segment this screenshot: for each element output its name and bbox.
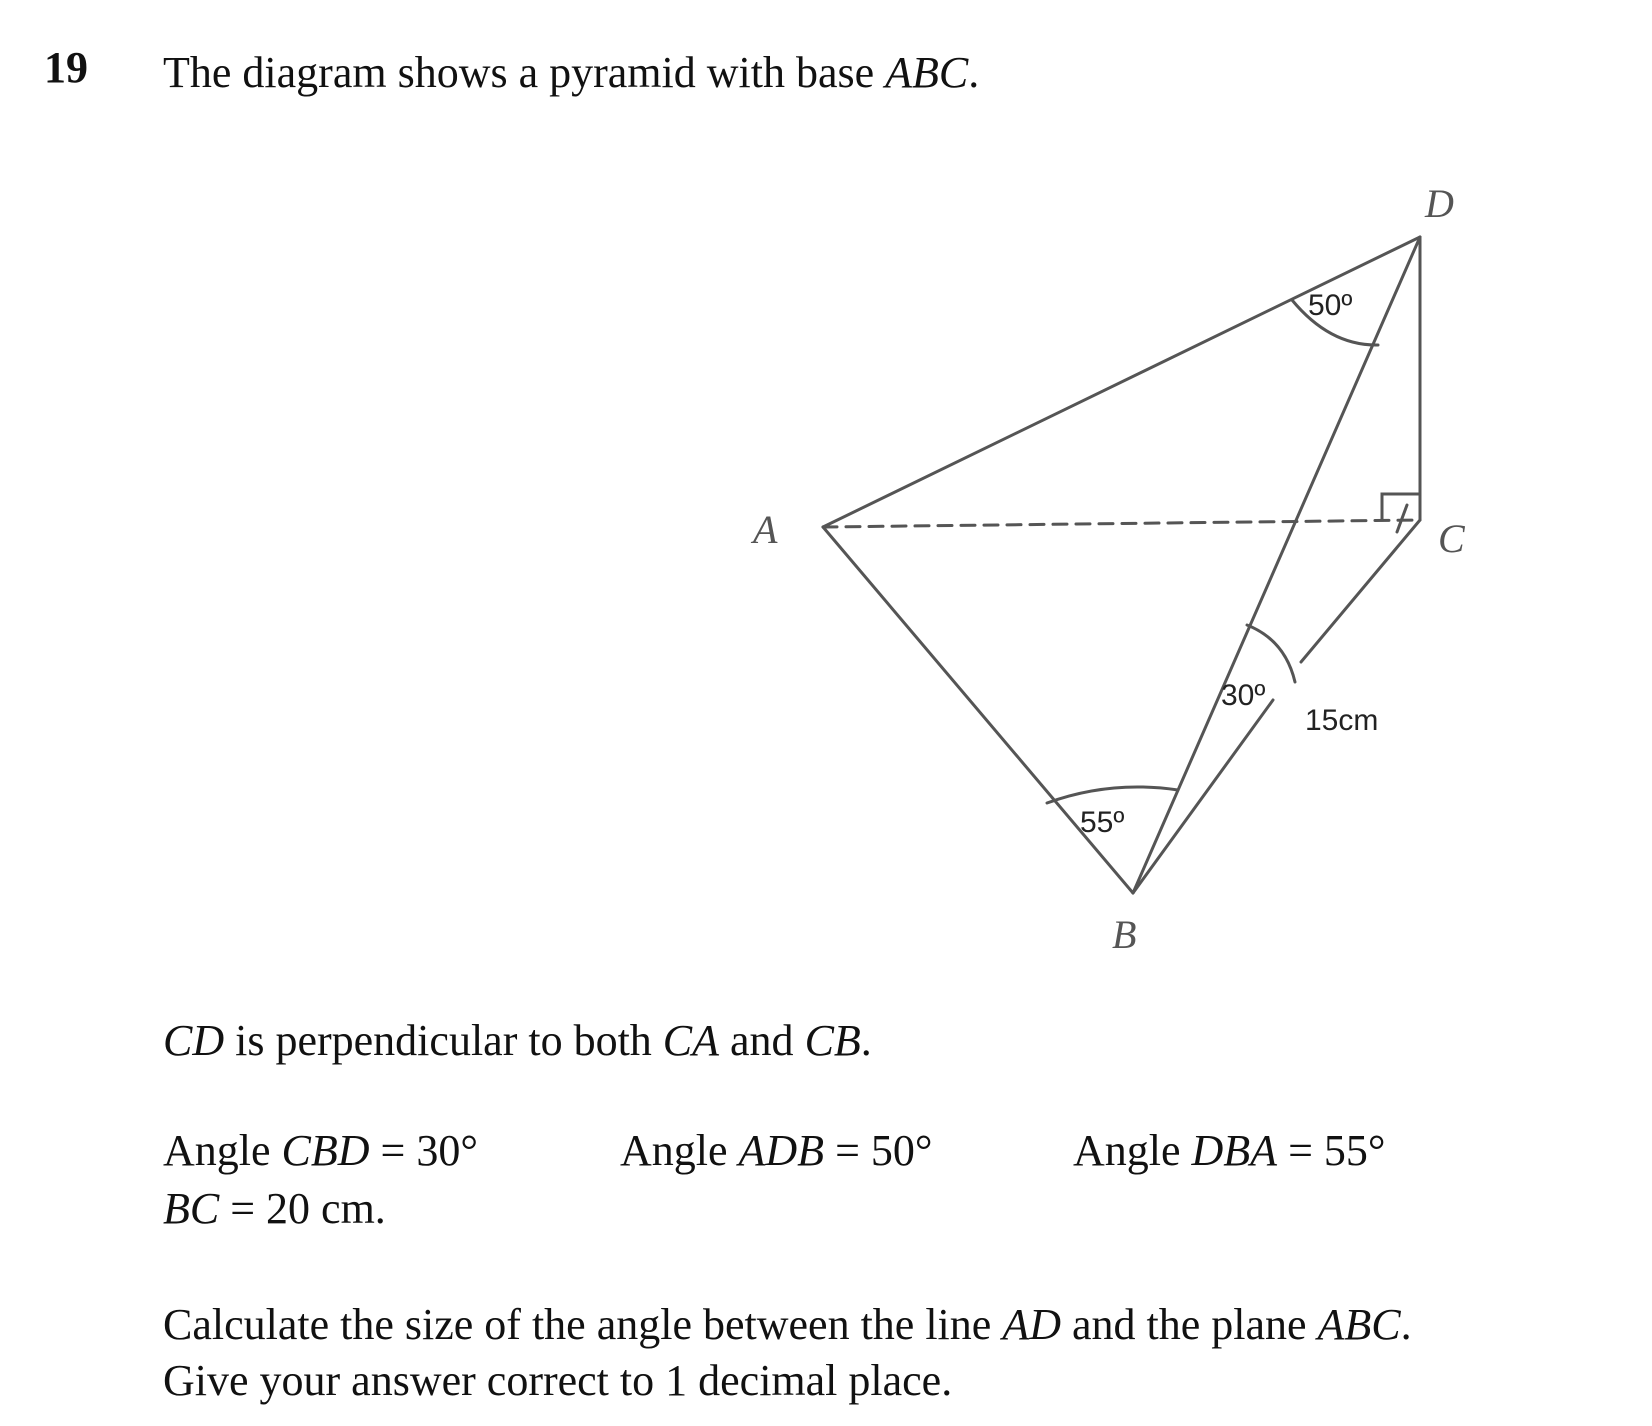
intro-base-label: ABC	[885, 48, 969, 97]
vertex-label-c: C	[1438, 516, 1465, 561]
edge-bc-upper	[1301, 520, 1420, 662]
bc-length-given	[163, 1184, 386, 1234]
edge-ad	[823, 237, 1420, 527]
task-label-abc: ABC	[1317, 1300, 1401, 1349]
intro-end: .	[968, 48, 980, 97]
question-number: 19	[44, 43, 88, 92]
angle-label-dba: 55º	[1080, 806, 1125, 839]
task-line-1	[163, 1300, 1412, 1350]
angle-cbd-prefix: Angle	[163, 1126, 282, 1175]
angle-dba-given	[1073, 1126, 1385, 1176]
label-cd: CD	[163, 1016, 225, 1065]
perp-text-3: .	[860, 1016, 872, 1065]
edge-bc-lower	[1133, 700, 1273, 893]
label-cb: CB	[804, 1016, 861, 1065]
angle-adb-name: ADB	[738, 1126, 825, 1175]
perpendicular-statement	[163, 1016, 872, 1066]
angle-cbd-given	[163, 1126, 478, 1176]
vertex-label-b: B	[1112, 912, 1137, 957]
vertex-label-d: D	[1425, 181, 1454, 226]
angle-label-adb: 50º	[1308, 289, 1353, 322]
arc-55	[1047, 787, 1178, 803]
angle-label-cbd: 30º	[1221, 679, 1266, 712]
angle-cbd-value: = 30°	[369, 1126, 478, 1175]
task-text-3: .	[1400, 1300, 1412, 1349]
intro-text: The diagram shows a pyramid with base	[163, 48, 886, 97]
angle-adb-given	[620, 1126, 932, 1176]
task-text-1: Calculate the size of the angle between the line	[163, 1300, 1003, 1349]
task-line-2: Give your answer correct to 1 decimal place.	[163, 1356, 953, 1405]
edge-bd	[1133, 237, 1420, 893]
vertex-label-a: A	[753, 507, 778, 552]
label-ca: CA	[662, 1016, 720, 1065]
angle-dba-value: = 55°	[1277, 1126, 1386, 1175]
angle-dba-name: DBA	[1191, 1126, 1278, 1175]
bc-value: = 20 cm.	[219, 1184, 386, 1233]
length-label-bc: 15cm	[1305, 704, 1379, 737]
arc-30	[1247, 625, 1295, 682]
perp-text-2: and	[719, 1016, 805, 1065]
perp-text-1: is perpendicular to both	[224, 1016, 663, 1065]
task-label-ad: AD	[1002, 1300, 1061, 1349]
edge-ac-hidden	[823, 520, 1420, 527]
angle-adb-prefix: Angle	[620, 1126, 739, 1175]
task-text-2: and the plane	[1060, 1300, 1318, 1349]
bc-name: BC	[163, 1184, 220, 1233]
angle-dba-prefix: Angle	[1073, 1126, 1192, 1175]
angle-adb-value: = 50°	[824, 1126, 933, 1175]
angle-cbd-name: CBD	[281, 1126, 370, 1175]
